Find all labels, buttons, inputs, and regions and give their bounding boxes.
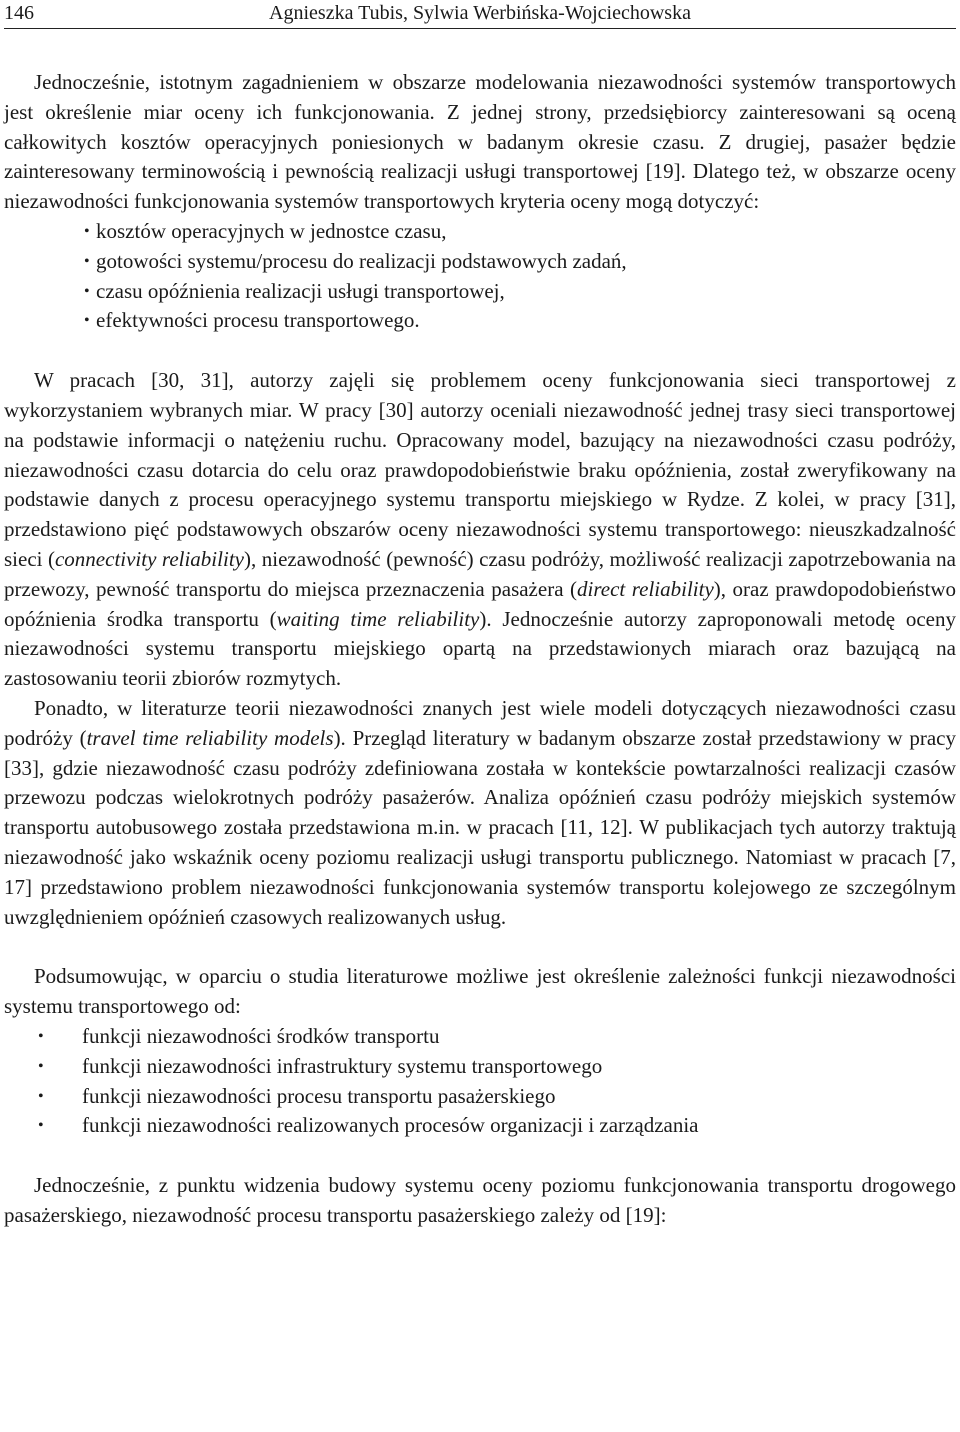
paragraph-road-transport: Jednocześnie, z punktu widzenia budowy systemu oceny poziomu funkcjonowania transportu drogowego pasażerskiego, niezawodność procesu transportu pasażerskiego zależy od [19]: [4, 1173, 956, 1227]
page-number: 146 [4, 2, 34, 24]
text-run: W pracach [30, 31], autorzy zajęli się problemem oceny funkcjonowania sieci transportowej z wykorzystaniem wybranych miar. W pracy [30] autorzy oceniali niezawodność jednej trasy sieci transportowej na podstawie informacji o natężeniu ruchu. Opracowany model, bazujący na niezawodności czasu podróży, niezawodności czasu dotarcia do celu oraz prawdopodobieństwie braku opóźnienia, został zweryfikowany na podstawie danych z procesu operacyjnego systemu transportu miejskiego w Rydze. Z kolei, w pracy [31], przedstawiono pięć podstawowych obszarów oceny niezawodności systemu transportowego: nieuszkadzalność sieci ( [4, 368, 956, 571]
paragraph-gap [4, 1141, 956, 1171]
list-item-text: funkcji niezawodności realizowanych procesów organizacji i zarządzania [82, 1113, 699, 1138]
bullet-icon: • [84, 282, 90, 300]
page-body [4, 68, 956, 1231]
list-item-text: funkcji niezawodności środków transportu [82, 1023, 440, 1048]
list-item-text: funkcji niezawodności infrastruktury systemu transportowego [82, 1053, 603, 1078]
bullet-icon: • [84, 312, 90, 330]
running-head-authors: Agnieszka Tubis, Sylwia Werbińska-Wojciechowska [269, 2, 691, 24]
paragraph-gap [4, 336, 956, 366]
paragraph-travel-time-models [4, 694, 956, 932]
list-item-text: czasu opóźnienia realizacji usługi transportowej, [96, 278, 505, 303]
paragraph-gap [4, 932, 956, 962]
criteria-list [4, 217, 956, 336]
text-run: Ponadto, w literaturze teorii niezawodności znanych jest wiele modeli dotyczących niezawodności czasu podróży ( [4, 695, 956, 750]
italic-term: waiting time reliability [276, 606, 480, 631]
running-header [4, 0, 956, 29]
bullet-icon: • [38, 1027, 44, 1045]
italic-term: travel time reliability models [86, 725, 334, 750]
list-item-text: funkcji niezawodności procesu transportu pasażerskiego [82, 1083, 556, 1108]
list-item [4, 217, 956, 247]
paragraph-network-evaluation [4, 366, 956, 694]
text-run: ). Przegląd literatury w badanym obszarze został przedstawiony w pracy [33], gdzie niezawodność czasu podróży zdefiniowana została w kontekście powtarzalności realizacji czasów przewozu podczas wielokrotnych podróży pasażerów. Analiza opóźnień czasu podróży miejskich systemów transportu autobusowego została przedstawiona m.in. w pracach [11, 12]. W publikacjach tych autorzy traktują niezawodność jako wskaźnik oceny poziomu realizacji usługi transportu publicznego. Natomiast w pracach [7, 17] przedstawiono problem niezawodności funkcjonowania systemów transportu kolejowego ze szczególnym uwzględnieniem opóźnień czasowych realizowanych usług. [4, 725, 956, 929]
bullet-icon: • [38, 1117, 44, 1135]
paragraph-summary: Podsumowując, w oparciu o studia literaturowe możliwe jest określenie zależności funkcji niezawodności systemu transportowego od: [4, 964, 956, 1019]
bullet-icon: • [38, 1057, 44, 1075]
paragraph-measures-intro: Jednocześnie, istotnym zagadnieniem w obszarze modelowania niezawodności systemów transportowych jest określenie miar oceny ich funkcjonowania. Z jednej strony, przedsiębiorcy zainteresowani są oceną całkowitych kosztów operacyjnych poniesionych w badanym okresie czasu. Z drugiej, pasażer będzie zainteresowany terminowością i pewnością realizacji usługi transportowej [19]. Dlatego też, w obszarze oceny niezawodności funkcjonowania systemów transportowych kryteria oceny mogą dotyczyć: [4, 70, 956, 214]
list-item-text: efektywności procesu transportowego. [96, 308, 420, 333]
list-item [4, 1052, 956, 1082]
list-item [4, 277, 956, 307]
text-run: ), niezawodność (pewność) czasu podróży, możliwość realizacji zapotrzebowania na przewozy, pewność transportu do miejsca przeznaczenia pasażera ( [4, 546, 957, 601]
italic-term: direct reliability [577, 576, 714, 601]
list-item-text: kosztów operacyjnych w jednostce czasu, [96, 218, 447, 243]
text-run: ), oraz prawdopodobieństwo opóźnienia środka transportu ( [4, 576, 957, 631]
bullet-icon: • [84, 252, 90, 270]
list-item-text: gotowości systemu/procesu do realizacji podstawowych zadań, [96, 248, 627, 273]
list-item [4, 247, 956, 277]
bullet-icon: • [38, 1087, 44, 1105]
italic-term: connectivity reliability [54, 546, 244, 571]
list-item [4, 1022, 956, 1052]
list-item [4, 1082, 956, 1112]
functions-list [4, 1022, 956, 1141]
list-item [4, 306, 956, 336]
bullet-icon: • [84, 222, 90, 240]
list-item [4, 1111, 956, 1141]
text-run: ). Jednocześnie autorzy zaproponowali metodę oceny niezawodności systemu transportu miejskiego opartą na przedstawionych miarach oraz bazującą na zastosowaniu teorii zbiorów rozmytych. [4, 606, 956, 691]
